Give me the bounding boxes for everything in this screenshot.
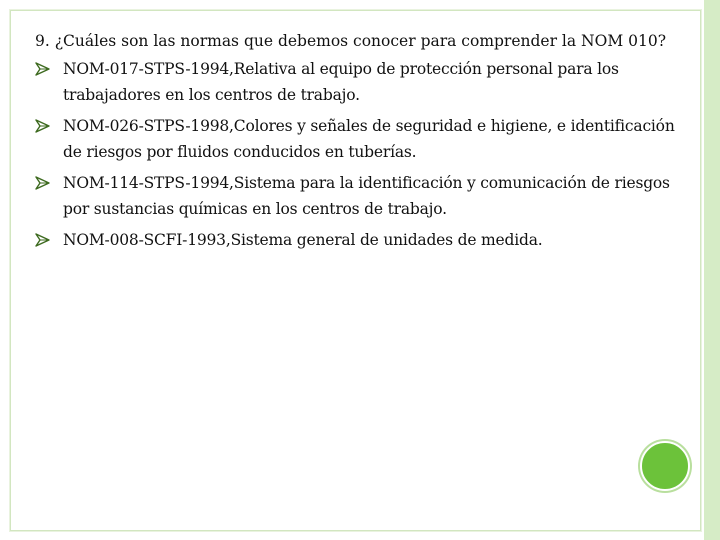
arrow-bullet-icon xyxy=(35,62,51,76)
question-text: 9. ¿Cuáles son las normas que debemos conocer para comprender la NOM 010? xyxy=(35,32,667,50)
list-item-line: NOM-008-SCFI-1993,Sistema general de unidades de medida. xyxy=(63,231,543,249)
green-circle-icon xyxy=(640,441,690,491)
list-item-line: de riesgos por fluidos conducidos en tuberías. xyxy=(63,143,417,161)
arrow-bullet-icon xyxy=(35,233,51,247)
slide-content xyxy=(35,28,675,258)
norms-list xyxy=(35,56,675,253)
list-item xyxy=(35,56,655,108)
list-item-line: NOM-114-STPS-1994,Sistema para la identificación y comunicación de riesgos xyxy=(63,174,670,192)
accent-stripe xyxy=(704,0,720,540)
arrow-bullet-icon xyxy=(35,176,51,190)
list-item-line: NOM-017-STPS-1994,Relativa al equipo de protección personal para los xyxy=(63,60,619,78)
list-item xyxy=(35,113,675,165)
list-item-line: por sustancias químicas en los centros de trabajo. xyxy=(63,200,447,218)
list-item-line: trabajadores en los centros de trabajo. xyxy=(63,86,360,104)
list-item-line: NOM-026-STPS-1998,Colores y señales de seguridad e higiene, e identificación xyxy=(63,117,675,135)
list-item xyxy=(35,227,655,253)
arrow-bullet-icon xyxy=(35,119,51,133)
list-item xyxy=(35,170,670,222)
